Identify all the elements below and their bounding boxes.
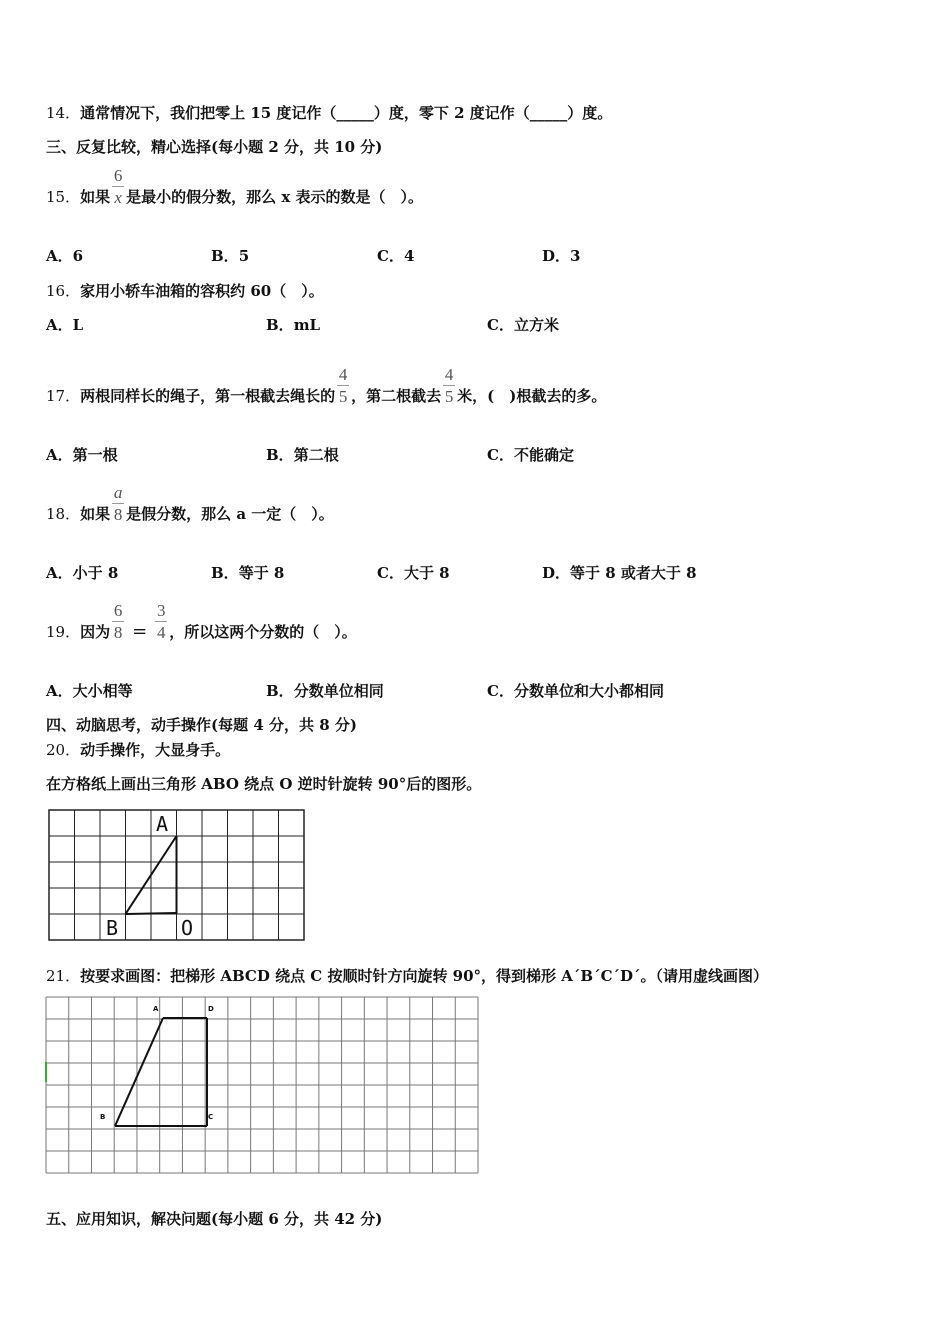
q20-grid-figure[interactable]	[48, 809, 306, 942]
q17-option-b[interactable]: B．第二根	[266, 446, 339, 464]
q15-option-d[interactable]: D．3	[542, 247, 581, 265]
q16-option-a[interactable]: A．L	[46, 316, 84, 334]
question-20	[46, 739, 230, 760]
section-4-heading: 四、动脑思考，动手操作(每题 4 分，共 8 分)	[46, 716, 357, 734]
question-number: 20．	[46, 741, 81, 759]
section-5-heading: 五、应用知识，解决问题(每小题 6 分，共 42 分)	[46, 1210, 383, 1228]
question-number: 18．	[46, 505, 81, 523]
q16-option-c[interactable]: C．立方米	[487, 316, 559, 334]
question-17: 17．两根同样长的绳子，第一根截去绳长的 $\frac{4}{5}$ ，第二根截去 $\frac{4}{5}$ 米，( )根截去的多。	[46, 365, 607, 406]
q20-instruction: 在方格纸上画出三角形 ABO 绕点 O 逆时针旋转 90°后的图形。	[46, 775, 482, 793]
equals-sign: =	[132, 621, 148, 642]
q19-option-b[interactable]: B．分数单位相同	[266, 682, 384, 700]
question-21	[46, 965, 768, 986]
label-a: A	[153, 1005, 159, 1013]
q17-option-c[interactable]: C．不能确定	[487, 446, 574, 464]
question-text: 通常情况下，我们把零上 15 度记作（_____）度，零下 2 度记作（_____）度。	[80, 104, 613, 122]
q15-option-c[interactable]: C．4	[377, 247, 415, 265]
q15-option-a[interactable]: A．6	[46, 247, 84, 265]
label-a: A	[156, 812, 169, 836]
q16-option-b[interactable]: B．mL	[266, 316, 321, 334]
label-o: O	[181, 916, 194, 940]
question-number: 17．	[46, 387, 81, 405]
question-text: 按要求画图：把梯形 ABCD 绕点 C 按顺时针方向旋转 90°，得到梯形 A´B´C´D´。（请用虚线画图）	[80, 967, 769, 985]
question-18: 18．如果 $\frac{a}{8}$ 是假分数，那么 a 一定（ ）。	[46, 483, 334, 524]
q17-option-a[interactable]: A．第一根	[46, 446, 118, 464]
question-text-mid: ，第二根截去	[351, 387, 442, 405]
question-text-post: 米，( )根截去的多。	[457, 387, 607, 405]
question-text-pre: 两根同样长的绳子，第一根截去绳长的	[80, 387, 336, 405]
label-d: D	[208, 1005, 214, 1013]
label-b: B	[106, 916, 119, 940]
question-text-post: 是最小的假分数，那么 x 表示的数是（ ）。	[126, 188, 423, 206]
question-16	[46, 280, 324, 301]
question-number: 19．	[46, 623, 81, 641]
question-text-pre: 如果	[80, 188, 111, 206]
section-3-heading: 三、反复比较，精心选择(每小题 2 分，共 10 分)	[46, 138, 383, 156]
q15-option-b[interactable]: B．5	[211, 247, 250, 265]
q21-grid-figure[interactable]	[45, 996, 479, 1174]
grid-lines	[46, 997, 478, 1173]
question-number: 21．	[46, 967, 81, 985]
question-number: 14．	[46, 104, 81, 122]
fraction-numerator: 6	[113, 166, 123, 185]
question-text-pre: 如果	[80, 505, 111, 523]
trapezoid-abcd	[115, 1018, 207, 1126]
question-14	[46, 102, 612, 123]
question-text-pre: 因为	[80, 623, 111, 641]
question-number: 15．	[46, 188, 81, 206]
question-text-post: ，所以这两个分数的（ ）。	[169, 623, 357, 641]
q18-option-c[interactable]: C．大于 8	[377, 564, 450, 582]
question-text: 动手操作，大显身手。	[80, 741, 231, 759]
question-text-post: 是假分数，那么 a 一定（ ）。	[126, 505, 334, 523]
label-b: B	[100, 1113, 106, 1121]
label-c: C	[208, 1113, 214, 1121]
question-number: 16．	[46, 282, 81, 300]
question-19: 19．因为 $\frac{6}{8}$ = $\frac{3}{4}$ ，所以这两个分数的（ ）。	[46, 601, 357, 642]
q19-option-a[interactable]: A．大小相等	[46, 682, 133, 700]
q18-option-b[interactable]: B．等于 8	[211, 564, 285, 582]
q18-option-a[interactable]: A．小于 8	[46, 564, 119, 582]
fraction-denominator: x	[114, 188, 122, 207]
q19-option-c[interactable]: C．分数单位和大小都相同	[487, 682, 664, 700]
q18-option-d[interactable]: D．等于 8 或者大于 8	[542, 564, 697, 582]
question-text: 家用小轿车油箱的容积约 60（ ）。	[80, 282, 324, 300]
question-15	[46, 166, 423, 207]
